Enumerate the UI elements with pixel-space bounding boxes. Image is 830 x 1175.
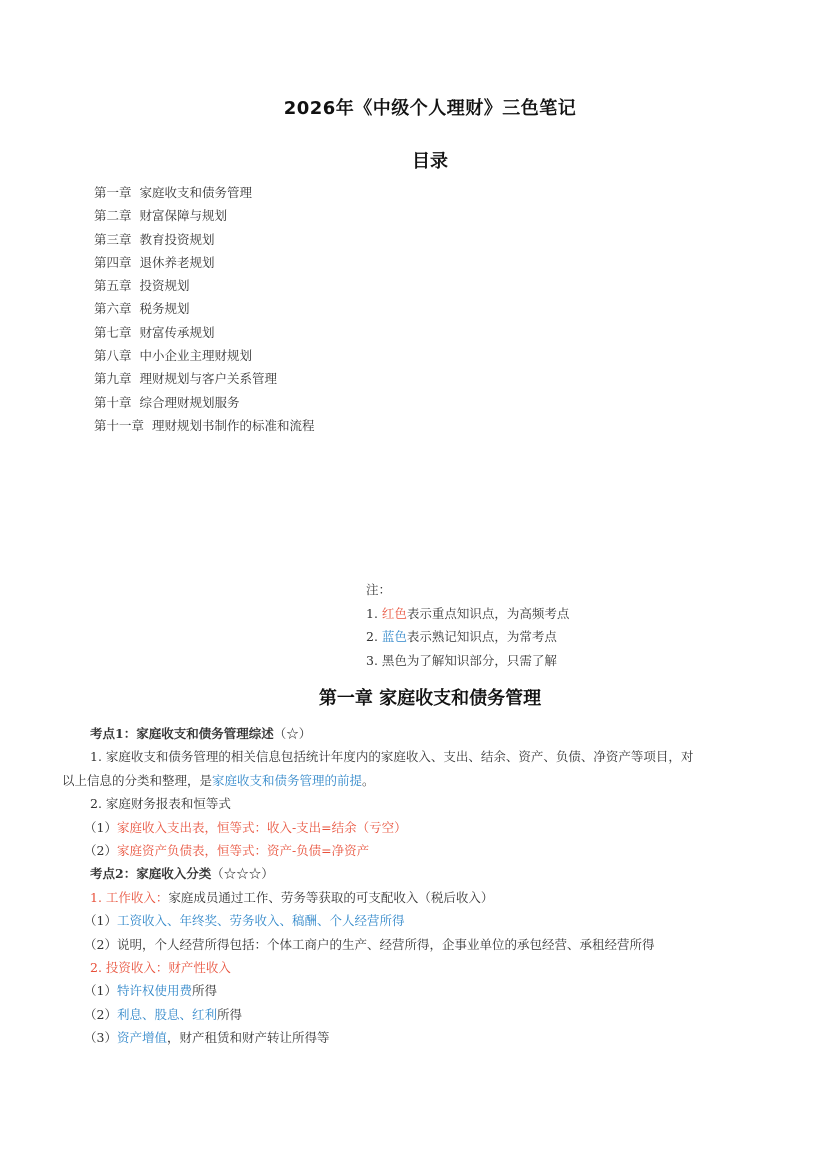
toc-item-number: 第四章 [94, 254, 132, 270]
table-of-contents [94, 184, 315, 440]
text: 。 [362, 772, 375, 788]
red-label: 红色 [381, 605, 407, 621]
toc-item-2[interactable] [94, 207, 315, 230]
blue-highlight: 工资收入、年终奖、劳务收入、稿酬、个人经营所得 [116, 913, 405, 929]
note-prefix: 2. [366, 629, 382, 644]
paragraph: 1. 家庭收支和债务管理的相关信息包括统计年度内的家庭收入、支出、结余、资产、负债、净资产等项目，对 [90, 749, 694, 765]
text: 所得 [191, 983, 217, 999]
toc-item-title: 理财规划与客户关系管理 [139, 371, 278, 387]
list-item: （2）说明，个人经营所得包括：个体工商户的生产、经营所得，企事业单位的承包经营、承租经营所得 [84, 936, 655, 952]
note-text: 表示熟记知识点，为常考点 [406, 629, 557, 644]
toc-item-title: 财富保障与规划 [139, 208, 228, 224]
toc-item-number: 第五章 [94, 278, 132, 294]
text: 家庭成员通过工作、劳务等获取的可支配收入（税后收入） [168, 889, 494, 905]
note-prefix: 3. [366, 652, 382, 668]
item-prefix: （1） [84, 819, 117, 835]
toc-item-number: 第三章 [94, 231, 132, 247]
item-prefix: （3） [84, 1030, 117, 1046]
paragraph: 2. 家庭财务报表和恒等式 [90, 796, 231, 812]
item-prefix: （1） [84, 913, 117, 929]
toc-heading: 目录 [412, 151, 448, 172]
list-item [62, 816, 772, 839]
text: ，财产租赁和财产转让所得等 [166, 1030, 330, 1046]
toc-item-5[interactable] [94, 277, 315, 300]
section-heading [62, 886, 772, 909]
note-text: 表示重点知识点，为高频考点 [406, 605, 570, 621]
text: 所得 [216, 1006, 242, 1022]
toc-item-title: 税务规划 [139, 301, 190, 317]
toc-item-6[interactable] [94, 300, 315, 323]
toc-item-title: 中小企业主理财规划 [139, 348, 253, 364]
blue-highlight: 利息、股息、红利 [116, 1006, 217, 1022]
blue-highlight: 家庭收支和债务管理的前提 [212, 772, 363, 788]
kp-title: 考点2：家庭收入分类 [90, 866, 212, 882]
kp-title: 考点1：家庭收支和债务管理综述 [90, 726, 274, 741]
red-highlight: 1. 工作收入： [90, 889, 169, 905]
notes-heading: 注： [366, 582, 392, 597]
toc-item-number: 第一章 [94, 185, 132, 200]
note-black [366, 651, 569, 675]
red-highlight: 2. 投资收入：财产性收入 [90, 960, 231, 976]
document-title: 2026年《中级个人理财》三色笔记 [283, 98, 577, 119]
list-item [62, 1026, 772, 1049]
list-item [62, 839, 772, 862]
toc-item-10[interactable] [94, 394, 315, 417]
item-prefix: （2） [84, 1006, 117, 1022]
red-highlight: 家庭资产负债表，恒等式：资产-负债=净资产 [116, 843, 370, 859]
toc-item-4[interactable] [94, 254, 315, 277]
blue-highlight: 特许权使用费 [116, 983, 192, 999]
toc-item-title: 理财规划书制作的标准和流程 [152, 417, 315, 433]
note-text: 黑色为了解知识部分，只需了解 [381, 652, 557, 668]
toc-item-9[interactable] [94, 370, 315, 393]
toc-item-3[interactable] [94, 231, 315, 254]
kp2-heading [62, 862, 772, 885]
toc-item-number: 第七章 [94, 324, 132, 340]
text: 以上信息的分类和整理，是 [62, 772, 213, 788]
item-prefix: （2） [84, 843, 117, 859]
toc-item-title: 综合理财规划服务 [139, 394, 240, 410]
toc-item-8[interactable] [94, 347, 315, 370]
kp1-heading [62, 722, 772, 745]
color-legend-notes [366, 580, 569, 674]
toc-item-number: 第十章 [94, 394, 132, 410]
blue-label: 蓝色 [381, 629, 407, 644]
list-item [62, 979, 772, 1002]
chapter-body [62, 722, 772, 1050]
item-prefix: （1） [84, 983, 117, 999]
list-item [62, 909, 772, 932]
note-blue [366, 627, 569, 651]
toc-item-number: 第八章 [94, 348, 132, 364]
toc-item-number: 第二章 [94, 208, 132, 224]
toc-item-11[interactable] [94, 417, 315, 440]
toc-item-title: 教育投资规划 [139, 231, 215, 247]
toc-item-title: 财富传承规划 [139, 324, 215, 340]
toc-item-1[interactable] [94, 184, 315, 207]
toc-item-title: 退休养老规划 [139, 254, 215, 270]
blue-highlight: 资产增值 [116, 1030, 167, 1046]
kp-stars: （☆☆☆） [211, 866, 274, 882]
toc-item-title: 家庭收支和债务管理 [139, 185, 253, 200]
red-highlight: 家庭收入支出表，恒等式：收入-支出=结余（亏空） [116, 819, 407, 835]
toc-item-number: 第六章 [94, 301, 132, 317]
chapter-title: 第一章 家庭收支和债务管理 [318, 688, 542, 709]
note-prefix: 1. [366, 605, 382, 621]
paragraph-continued [62, 769, 772, 792]
toc-item-title: 投资规划 [139, 278, 190, 294]
toc-item-number: 第十一章 [94, 417, 145, 433]
toc-item-7[interactable] [94, 324, 315, 347]
list-item [62, 1003, 772, 1026]
kp-stars: （☆） [273, 726, 312, 741]
toc-item-number: 第九章 [94, 371, 132, 387]
note-red [366, 604, 569, 628]
section-heading [62, 956, 772, 979]
